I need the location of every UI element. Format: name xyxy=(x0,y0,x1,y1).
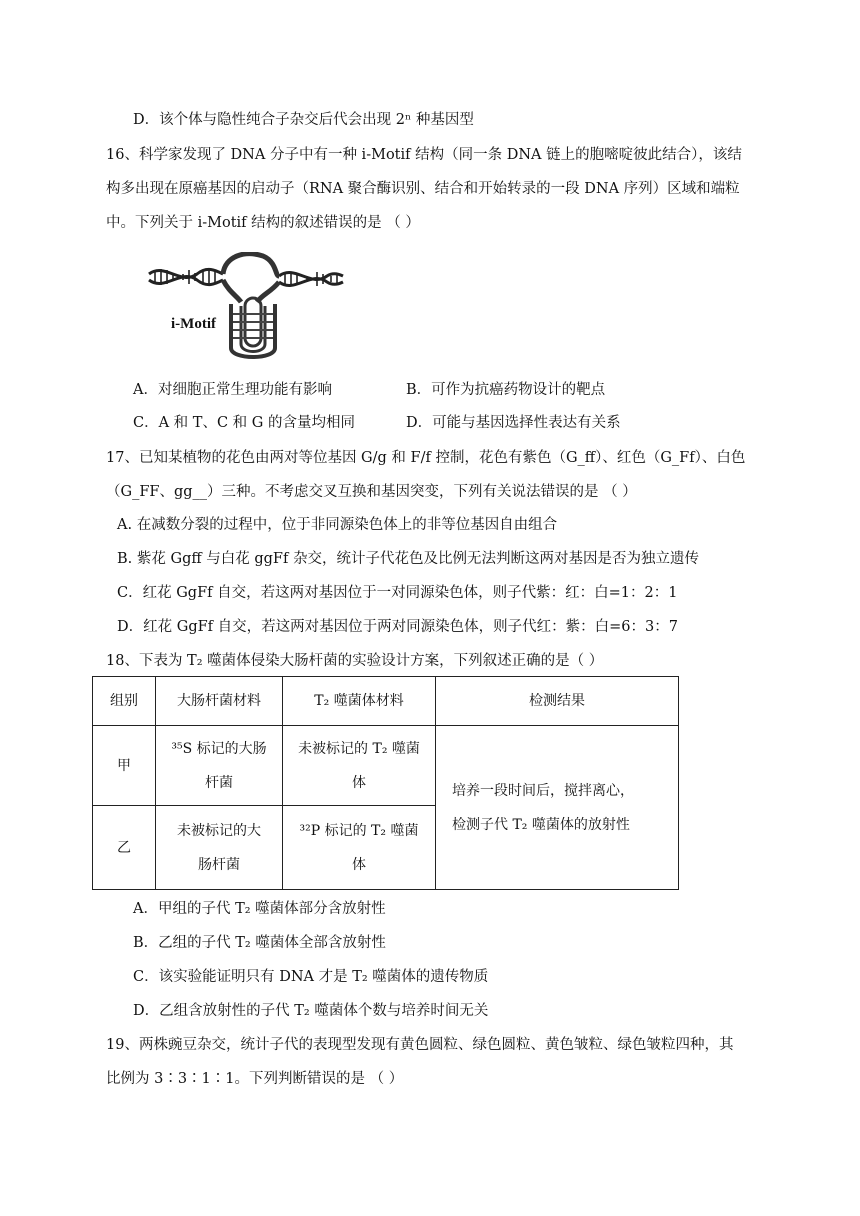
q17-option-a: A. 在减数分裂的过程中，位于非同源染色体上的非等位基因自由组合 xyxy=(117,517,558,533)
q17-stem-line1: 17、已知某植物的花色由两对等位基因 G/g 和 F/f 控制，花色有紫色（G_ff）、红色（G_Ff）、白色 xyxy=(106,450,746,466)
phage-cell xyxy=(283,806,436,890)
header-result: 检测结果 xyxy=(436,677,679,726)
i-motif-figure xyxy=(145,252,345,364)
q17-option-d: D．红花 GgFf 自交，若这两对基因位于两对同源染色体，则子代红：紫：白=6：3：7 xyxy=(117,619,678,635)
cell-line: 肠杆菌 xyxy=(198,856,240,873)
q16-stem-line1: 16、科学家发现了 DNA 分子中有一种 i-Motif 结构（同一条 DNA 链上的胞嘧啶彼此结合），该结 xyxy=(106,147,742,163)
q18-option-b: B．乙组的子代 T₂ 噬菌体全部含放射性 xyxy=(133,935,386,951)
table-header-row xyxy=(93,677,679,726)
phage-cell xyxy=(283,726,436,806)
q16-stem-line2: 构多出现在原癌基因的启动子（RNA 聚合酶识别、结合和开始转录的一段 DNA 序列）区域和端粒 xyxy=(106,181,740,197)
cell-line: 杆菌 xyxy=(205,774,233,791)
cell-line: ³²P 标记的 T₂ 噬菌 xyxy=(299,822,419,839)
cell-line: 未被标记的大 xyxy=(177,822,261,839)
cell-line: 培养一段时间后，搅拌离心， xyxy=(452,782,634,799)
dna-helix-icon xyxy=(145,252,345,364)
q16-option-a: A．对细胞正常生理功能有影响 xyxy=(133,382,332,398)
header-phage: T₂ 噬菌体材料 xyxy=(283,677,436,726)
group-cell: 乙 xyxy=(93,806,156,890)
q16-option-b: B．可作为抗癌药物设计的靶点 xyxy=(406,382,606,398)
q19-stem-line2: 比例为 3∶3∶1∶1。下列判断错误的是 （ ） xyxy=(106,1071,404,1087)
group-cell: 甲 xyxy=(93,726,156,806)
q16-option-c: C．A 和 T、C 和 G 的含量均相同 xyxy=(133,415,355,431)
cell-line: ³⁵S 标记的大肠 xyxy=(171,740,267,757)
q18-option-d: D．乙组含放射性的子代 T₂ 噬菌体个数与培养时间无关 xyxy=(133,1003,489,1019)
q19-stem-line1: 19、两株豌豆杂交，统计子代的表现型发现有黄色圆粒、绿色圆粒、黄色皱粒、绿色皱粒四种，其 xyxy=(106,1037,734,1053)
header-group: 组别 xyxy=(93,677,156,726)
cell-line: 检测子代 T₂ 噬菌体的放射性 xyxy=(452,816,630,833)
q16-stem-line3: 中。下列关于 i-Motif 结构的叙述错误的是 （ ） xyxy=(106,215,420,231)
cell-line: 体 xyxy=(352,774,366,791)
header-ecoli: 大肠杆菌材料 xyxy=(156,677,283,726)
q17-option-c: C．红花 GgFf 自交，若这两对基因位于一对同源染色体，则子代紫：红：白=1：2：1 xyxy=(117,585,678,601)
q18-option-a: A．甲组的子代 T₂ 噬菌体部分含放射性 xyxy=(133,901,386,917)
table-row xyxy=(93,726,679,806)
ecoli-cell xyxy=(156,806,283,890)
result-cell xyxy=(436,726,679,890)
q17-stem-line2: （G_FF、gg__）三种。不考虑交叉互换和基因突变，下列有关说法错误的是 （ ） xyxy=(106,484,637,500)
cell-line: 未被标记的 T₂ 噬菌 xyxy=(298,740,420,757)
q15-option-d: D．该个体与隐性纯合子杂交后代会出现 2ⁿ 种基因型 xyxy=(133,112,474,128)
q16-option-d: D．可能与基因选择性表达有关系 xyxy=(406,415,621,431)
ecoli-cell xyxy=(156,726,283,806)
cell-line: 体 xyxy=(352,856,366,873)
figure-label: i-Motif xyxy=(171,316,216,332)
experiment-table xyxy=(92,676,679,890)
q18-option-c: C．该实验能证明只有 DNA 才是 T₂ 噬菌体的遗传物质 xyxy=(133,969,489,985)
q17-option-b: B. 紫花 Ggff 与白花 ggFf 杂交，统计子代花色及比例无法判断这两对基因是否为独立遗传 xyxy=(117,551,699,567)
q18-stem: 18、下表为 T₂ 噬菌体侵染大肠杆菌的实验设计方案，下列叙述正确的是（ ） xyxy=(106,653,604,669)
